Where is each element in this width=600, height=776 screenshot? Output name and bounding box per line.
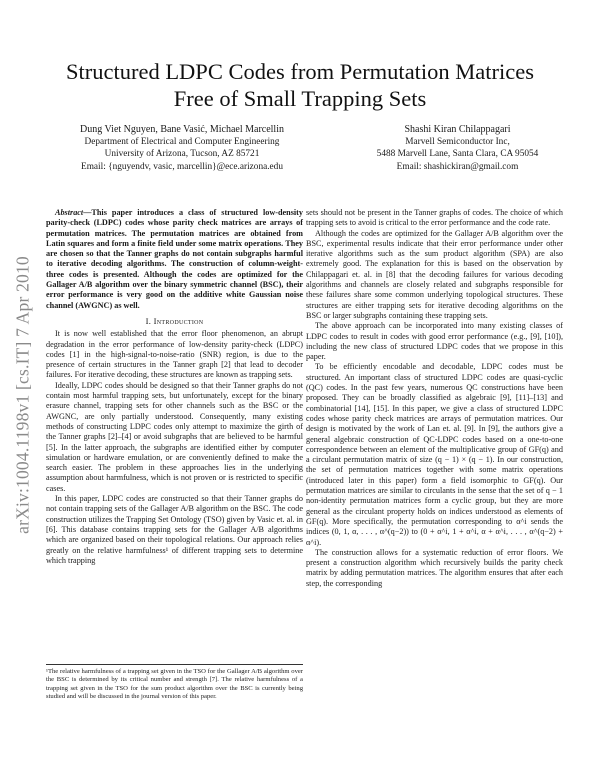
paragraph: The construction allows for a systematic reduction of error floors. We present a construction algorithm which recursively builds the parity check matrix by adding permutation matrices. The algorithm ensures that after each step, the corresponding	[306, 547, 563, 588]
paragraph: Although the codes are optimized for the Gallager A/B algorithm over the BSC, experimental results indicate that their error performance under other iterative algorithms such as the sum product algorithm (SPA) are also extremely good. The explanation for this is based on the observation by Chilappagari et. al. in [8] that the decoding failures for various decoding algorithms and channels are closely related and subgraphs responsible for these failures share some common underlying topological structures. These structures are either trapping sets for iterative decoding algorithms on the BSC or larger subgraphs containing these trapping sets.	[306, 228, 563, 320]
right-column	[306, 208, 563, 589]
left-column	[46, 208, 303, 566]
arxiv-identifier: arXiv:1004.1198v1 [cs.IT] 7 Apr 2010	[12, 256, 33, 534]
paper-title	[40, 58, 560, 112]
paragraph: The above approach can be incorporated into many existing classes of LDPC codes to result in codes with good error performance (e.g., [9], [10]), including the new class of structured LDPC codes that we propose in this paper.	[306, 321, 563, 362]
author-email-right: Email: shashickiran@gmail.com	[396, 161, 519, 172]
author-block-right	[330, 124, 585, 173]
title-line-1: Structured LDPC Codes from Permutation Matrices	[65, 59, 535, 84]
paragraph: To be efficiently encodable and decodable, LDPC codes must be structured. An important class of structured LDPC codes are quasi-cyclic (QC) codes. In the past few years, numerous QC constructions have been proposed. They can be broadly classified as algebraic [9], [11]–[13] and combinatorial [14], [15]. In this paper, we give a class of structured LDPC codes whose parity check matrices are arrays of permutation matrices. Our design is motivated by the work of Lan et. al. [9]. In [9], the authors give a general algebraic construction of QC-LDPC codes based on a one-to-one correspondence between an element of the multiplicative group of GF(q) and a circulant permutation matrix of size (q − 1) × (q − 1). In our construction, the set of permutation matrices together with some matrix operations (introduced later in this paper) form a field isomorphic to GF(q). Our permutation matrices are similar to circulants in the sense that the set of q − 1 non-identity permutation matrices form a cyclic group, but they are more general as the circulant property holds on indices understood as elements of GF(q). More specifically, the permutation corresponding to α^i sends the indices (0, 1, α, . . . , α^(q−2)) to (0 + α^i, 1 + α^i, α + α^i, . . . , α^(q−2) + α^i).	[306, 362, 563, 547]
paragraph: It is now well established that the error floor phenomenon, an abrupt degradation in the error performance of low-density parity-check (LDPC) codes [1] in the high-signal-to-noise-ratio (SNR) region, is due to the presence of certain structures in the Tanner graph [2] that lead to decoder failures. For iterative decoding, these structures are known as trapping sets.	[46, 329, 303, 380]
footnote: ¹The relative harmfulness of a trapping set given in the TSO for the Gallager A/B algorithm over the BSC is determined by its critical number and strength [7]. The relative harmfulness of a trapping set given in the TSO for the sum product algorithm over the BSC is currently being studied and will be discussed in the journal version of this paper.	[46, 664, 303, 701]
author-email-left: Email: {nguyendv, vasic, marcellin}@ece.arizona.edu	[81, 161, 283, 172]
author-univ-left: University of Arizona, Tucson, AZ 85721	[104, 149, 260, 160]
section-heading-introduction: I. Introduction	[145, 315, 204, 326]
author-names-right: Shashi Kiran Chilappagari	[404, 124, 511, 135]
author-org-right: Marvell Semiconductor Inc,	[405, 137, 510, 148]
abstract-label: Abstract	[55, 208, 84, 217]
author-names-left: Dung Viet Nguyen, Bane Vasić, Michael Marcellin	[80, 124, 284, 135]
paragraph: In this paper, LDPC codes are constructed so that their Tanner graphs do not contain trapping sets of the Gallager A/B algorithm on the BSC. The code construction utilizes the Trapping Set Ontology (TSO) given by Vasic et. al. in [6]. This database contains trapping sets for the Gallager A/B algorithms which are organized based on their topological relations. Our approach relies greatly on the relative harmfulness¹ of different trapping sets to determine which trapping	[46, 494, 303, 565]
paragraph: Ideally, LDPC codes should be designed so that their Tanner graphs do not contain most harmful trapping sets, but unfortunately, except for the binary erasure channel, trapping sets for other channels such as the BSC or the AWGNC, are only partially understood. Consequently, many existing methods of constructing LDPC codes only attempt to maximize the girth of the Tanner graphs [2]–[4] or avoid subgraphs that are believed to be harmful [5]. In the latter approach, the subgraphs are identified either by computer simulation or hardware emulation, or are conveniently defined to make the search easier. The problem in these approaches lies in the underlying assumption about harmfulness, which is not proven or is restricted to specific cases.	[46, 380, 303, 493]
arxiv-sidebar	[10, 250, 36, 540]
abstract	[46, 208, 303, 311]
title-line-2: Free of Small Trapping Sets	[173, 86, 427, 111]
abstract-text: —This paper introduces a class of structured low-density parity-check (LDPC) codes whose parity check matrices are arrays of permutation matrices. The permutation matrices are obtained from Latin squares and form a finite field under some matrix operations. They are chosen so that the Tanner graphs do not contain subgraphs harmful to iterative decoding algorithms. The construction of column-weight-three codes is presented. Although the codes are optimized for the Gallager A/B algorithm over the binary symmetric channel (BSC), their error performance is very good on the additive white Gaussian noise channel (AWGNC) as well.	[46, 208, 303, 310]
author-dept-left: Department of Electrical and Computer Engineering	[84, 137, 280, 148]
author-addr-right: 5488 Marvell Lane, Santa Clara, CA 95054	[376, 149, 539, 160]
paragraph: sets should not be present in the Tanner graphs of codes. The choice of which trapping sets to avoid is critical to the error performance and the code rate.	[306, 208, 563, 228]
author-block-left	[52, 124, 312, 173]
